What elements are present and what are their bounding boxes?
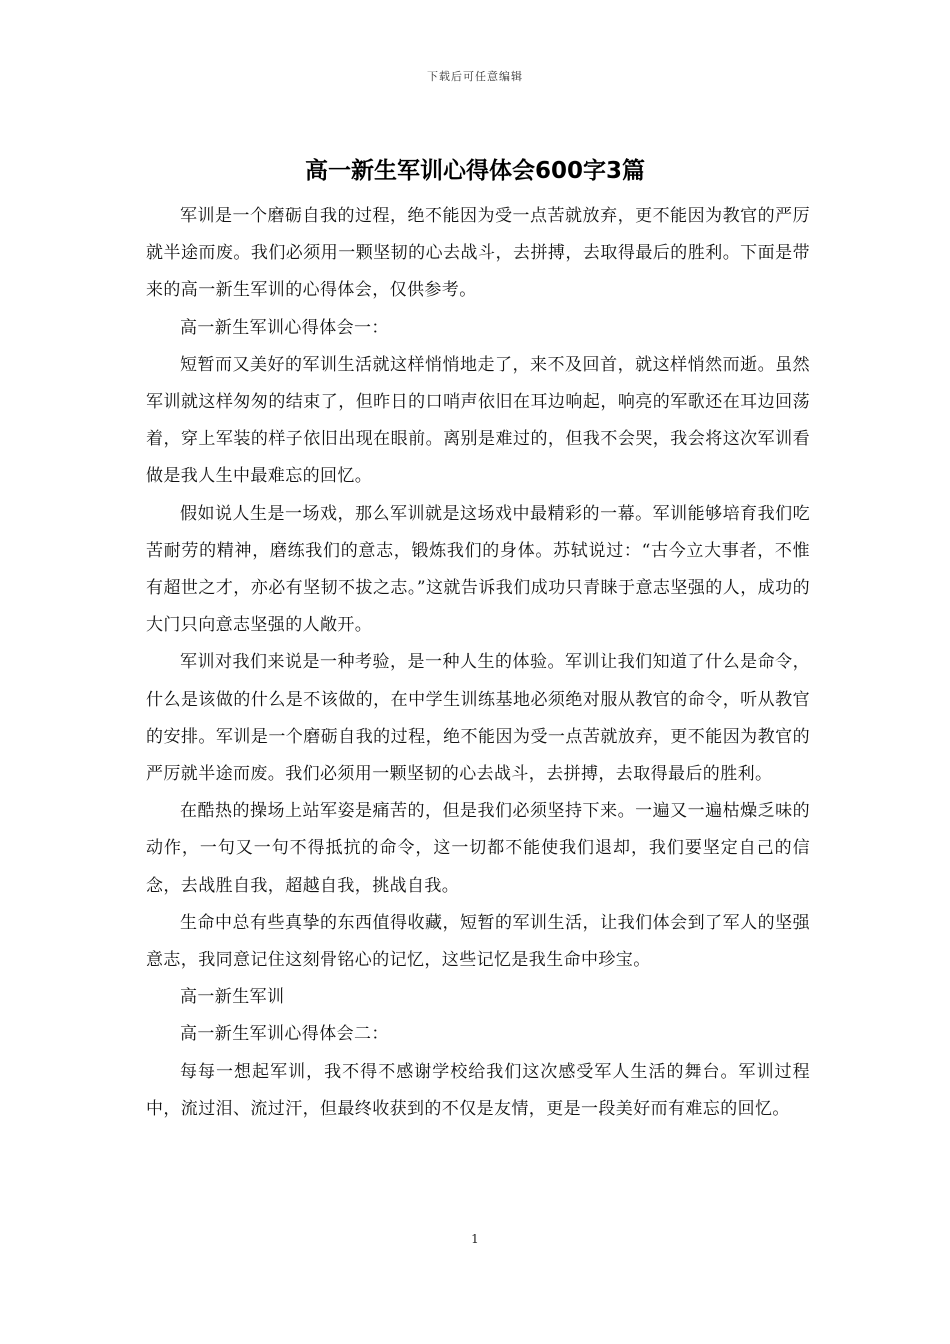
document-title: 高一新生军训心得体会600字3篇 <box>304 158 645 184</box>
paragraph: 生命中总有些真挚的东西值得收藏，短暂的军训生活，让我们体会到了军人的坚强意志，我同意记住这刻骨铭心的记忆，这些记忆是我生命中珍宝。 <box>146 912 810 971</box>
section-heading-2: 高一新生军训心得体会二： <box>180 1024 389 1045</box>
paragraph-intro: 军训是一个磨砺自我的过程，绝不能因为受一点苦就放弃，更不能因为教官的严厉就半途而废。我们必须用一颗坚韧的心去战斗，去拼搏，去取得最后的胜利。下面是带来的高一新生军训的心得体会，仅供参考。 <box>146 206 810 301</box>
page-number: 1 <box>471 1232 479 1246</box>
paragraph: 短暂而又美好的军训生活就这样悄悄地走了，来不及回首，就这样悄然而逝。虽然军训就这样匆匆的结束了，但昨日的口哨声依旧在耳边响起，响亮的军歌还在耳边回荡着，穿上军装的样子依旧出现在眼前。离别是难过的，但我不会哭，我会将这次军训看做是我人生中最难忘的回忆。 <box>146 354 810 487</box>
paragraph: 在酷热的操场上站军姿是痛苦的，但是我们必须坚持下来。一遍又一遍枯燥乏味的动作，一句又一句不得抵抗的命令，这一切都不能使我们退却，我们要坚定自己的信念，去战胜自我，超越自我，挑战自我。 <box>146 801 810 896</box>
page-header: 下载后可任意编辑 <box>427 70 523 83</box>
paragraph: 假如说人生是一场戏，那么军训就是这场戏中最精彩的一幕。军训能够培育我们吃苦耐劳的精神，磨练我们的意志，锻炼我们的身体。苏轼说过：“古今立大事者，不惟有超世之才，亦必有坚韧不拔之志。”这就告诉我们成功只青睐于意志坚强的人，成功的大门只向意志坚强的人敞开。 <box>146 503 810 636</box>
paragraph: 军训对我们来说是一种考验，是一种人生的体验。军训让我们知道了什么是命令，什么是该做的什么是不该做的，在中学生训练基地必须绝对服从教官的命令，听从教官的安排。军训是一个磨砺自我的过程，绝不能因为受一点苦就放弃，更不能因为教官的严厉就半途而废。我们必须用一颗坚韧的心去战斗，去拼搏，去取得最后的胜利。 <box>146 652 810 785</box>
document-body <box>146 198 810 1128</box>
section-heading-1: 高一新生军训心得体会一： <box>180 317 389 338</box>
paragraph: 每每一想起军训，我不得不感谢学校给我们这次感受军人生活的舞台。军训过程中，流过泪、流过汗，但最终收获到的不仅是友情，更是一段美好而有难忘的回忆。 <box>146 1061 810 1119</box>
paragraph: 高一新生军训 <box>180 987 285 1008</box>
